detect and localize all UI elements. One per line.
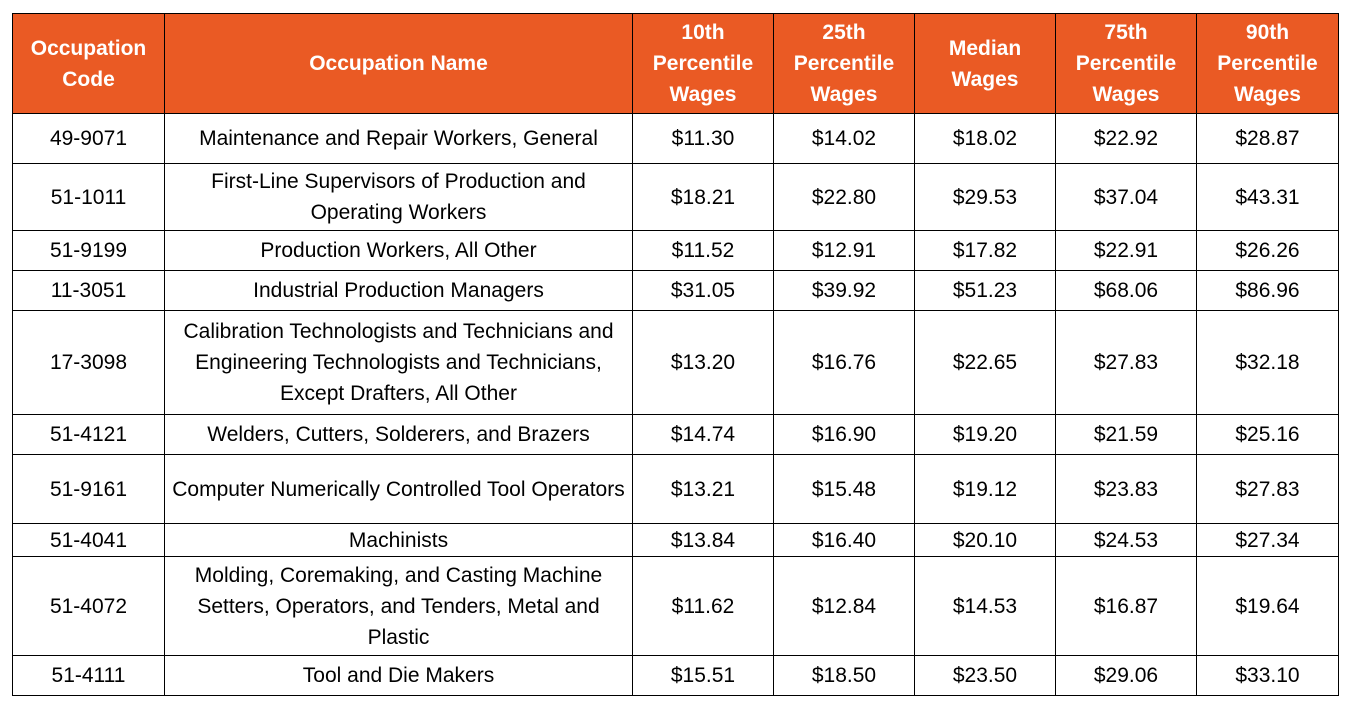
cell-10th-percentile: $31.05 bbox=[633, 271, 774, 311]
cell-90th-percentile: $33.10 bbox=[1197, 656, 1339, 696]
header-25th-percentile: 25th Percentile Wages bbox=[774, 14, 915, 114]
cell-occupation-code: 51-4121 bbox=[13, 415, 165, 455]
cell-25th-percentile: $22.80 bbox=[774, 164, 915, 231]
cell-occupation-code: 51-9199 bbox=[13, 231, 165, 271]
cell-occupation-code: 51-9161 bbox=[13, 455, 165, 524]
cell-10th-percentile: $18.21 bbox=[633, 164, 774, 231]
cell-median: $18.02 bbox=[915, 114, 1056, 164]
cell-occupation-name: Welders, Cutters, Solderers, and Brazers bbox=[165, 415, 633, 455]
cell-75th-percentile: $37.04 bbox=[1056, 164, 1197, 231]
table-row bbox=[13, 114, 1339, 164]
cell-90th-percentile: $27.34 bbox=[1197, 524, 1339, 557]
table-header bbox=[13, 14, 1339, 114]
table-row bbox=[13, 164, 1339, 231]
cell-25th-percentile: $18.50 bbox=[774, 656, 915, 696]
cell-90th-percentile: $25.16 bbox=[1197, 415, 1339, 455]
cell-25th-percentile: $16.90 bbox=[774, 415, 915, 455]
cell-median: $17.82 bbox=[915, 231, 1056, 271]
cell-occupation-name: Computer Numerically Controlled Tool Operators bbox=[165, 455, 633, 524]
cell-90th-percentile: $27.83 bbox=[1197, 455, 1339, 524]
cell-10th-percentile: $13.20 bbox=[633, 311, 774, 415]
cell-75th-percentile: $23.83 bbox=[1056, 455, 1197, 524]
cell-occupation-code: 51-1011 bbox=[13, 164, 165, 231]
table-row bbox=[13, 656, 1339, 696]
cell-occupation-code: 51-4111 bbox=[13, 656, 165, 696]
cell-occupation-name: First-Line Supervisors of Production and Operating Workers bbox=[165, 164, 633, 231]
cell-90th-percentile: $43.31 bbox=[1197, 164, 1339, 231]
cell-90th-percentile: $86.96 bbox=[1197, 271, 1339, 311]
occupation-wages-table bbox=[12, 13, 1339, 696]
cell-25th-percentile: $15.48 bbox=[774, 455, 915, 524]
cell-median: $19.12 bbox=[915, 455, 1056, 524]
header-75th-percentile: 75th Percentile Wages bbox=[1056, 14, 1197, 114]
cell-25th-percentile: $16.76 bbox=[774, 311, 915, 415]
cell-median: $14.53 bbox=[915, 557, 1056, 656]
cell-occupation-name: Calibration Technologists and Technicians and Engineering Technologists and Technicians, Except Drafters, All Other bbox=[165, 311, 633, 415]
cell-10th-percentile: $11.30 bbox=[633, 114, 774, 164]
cell-10th-percentile: $14.74 bbox=[633, 415, 774, 455]
cell-90th-percentile: $32.18 bbox=[1197, 311, 1339, 415]
cell-median: $29.53 bbox=[915, 164, 1056, 231]
cell-75th-percentile: $27.83 bbox=[1056, 311, 1197, 415]
header-row bbox=[13, 14, 1339, 114]
cell-10th-percentile: $13.84 bbox=[633, 524, 774, 557]
cell-75th-percentile: $22.92 bbox=[1056, 114, 1197, 164]
cell-25th-percentile: $39.92 bbox=[774, 271, 915, 311]
header-median: Median Wages bbox=[915, 14, 1056, 114]
cell-median: $19.20 bbox=[915, 415, 1056, 455]
cell-90th-percentile: $26.26 bbox=[1197, 231, 1339, 271]
cell-median: $22.65 bbox=[915, 311, 1056, 415]
cell-75th-percentile: $16.87 bbox=[1056, 557, 1197, 656]
cell-occupation-name: Tool and Die Makers bbox=[165, 656, 633, 696]
cell-90th-percentile: $28.87 bbox=[1197, 114, 1339, 164]
cell-75th-percentile: $68.06 bbox=[1056, 271, 1197, 311]
cell-10th-percentile: $11.52 bbox=[633, 231, 774, 271]
cell-25th-percentile: $16.40 bbox=[774, 524, 915, 557]
table-row bbox=[13, 311, 1339, 415]
table-row bbox=[13, 271, 1339, 311]
header-occupation-name: Occupation Name bbox=[165, 14, 633, 114]
cell-occupation-name: Industrial Production Managers bbox=[165, 271, 633, 311]
table-body bbox=[13, 114, 1339, 696]
table-row bbox=[13, 524, 1339, 557]
header-occupation-code: Occupation Code bbox=[13, 14, 165, 114]
cell-occupation-name: Production Workers, All Other bbox=[165, 231, 633, 271]
cell-25th-percentile: $14.02 bbox=[774, 114, 915, 164]
table-row bbox=[13, 557, 1339, 656]
cell-occupation-code: 11-3051 bbox=[13, 271, 165, 311]
table-row bbox=[13, 455, 1339, 524]
cell-median: $20.10 bbox=[915, 524, 1056, 557]
cell-75th-percentile: $22.91 bbox=[1056, 231, 1197, 271]
cell-occupation-name: Maintenance and Repair Workers, General bbox=[165, 114, 633, 164]
cell-25th-percentile: $12.91 bbox=[774, 231, 915, 271]
cell-median: $51.23 bbox=[915, 271, 1056, 311]
cell-occupation-code: 49-9071 bbox=[13, 114, 165, 164]
cell-occupation-code: 51-4041 bbox=[13, 524, 165, 557]
cell-10th-percentile: $11.62 bbox=[633, 557, 774, 656]
table-row bbox=[13, 231, 1339, 271]
cell-90th-percentile: $19.64 bbox=[1197, 557, 1339, 656]
cell-occupation-name: Molding, Coremaking, and Casting Machine Setters, Operators, and Tenders, Metal and Plastic bbox=[165, 557, 633, 656]
table-row bbox=[13, 415, 1339, 455]
cell-occupation-code: 17-3098 bbox=[13, 311, 165, 415]
cell-10th-percentile: $15.51 bbox=[633, 656, 774, 696]
cell-25th-percentile: $12.84 bbox=[774, 557, 915, 656]
cell-occupation-code: 51-4072 bbox=[13, 557, 165, 656]
cell-75th-percentile: $21.59 bbox=[1056, 415, 1197, 455]
cell-10th-percentile: $13.21 bbox=[633, 455, 774, 524]
cell-occupation-name: Machinists bbox=[165, 524, 633, 557]
cell-median: $23.50 bbox=[915, 656, 1056, 696]
header-10th-percentile: 10th Percentile Wages bbox=[633, 14, 774, 114]
header-90th-percentile: 90th Percentile Wages bbox=[1197, 14, 1339, 114]
cell-75th-percentile: $24.53 bbox=[1056, 524, 1197, 557]
cell-75th-percentile: $29.06 bbox=[1056, 656, 1197, 696]
